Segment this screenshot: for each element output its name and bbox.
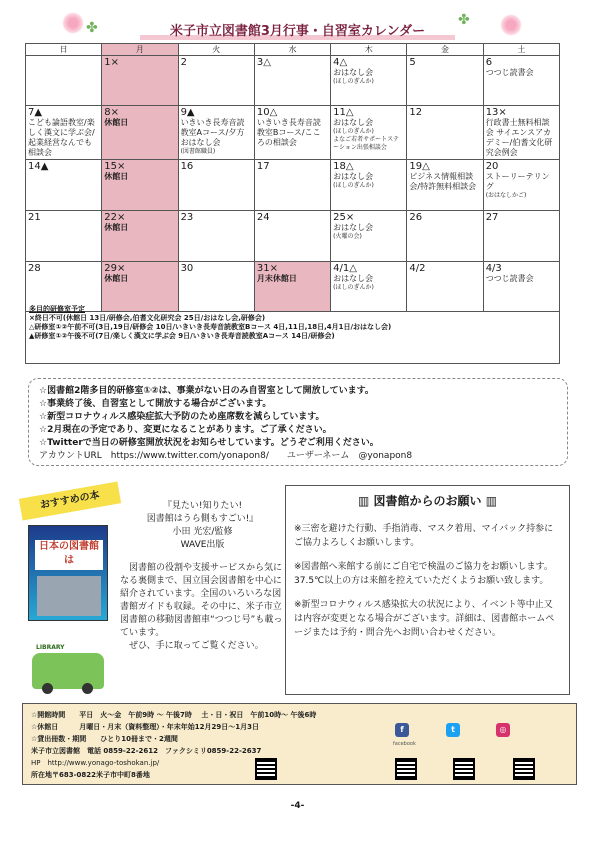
info-line: ☆Twitterで当日の研修室開放状況をお知らせしています。どうぞご利用ください。 xyxy=(39,438,379,448)
day-number: 4△ xyxy=(333,57,348,68)
page-number: -4- xyxy=(290,801,305,811)
calendar-day-cell xyxy=(102,106,178,160)
day-number: 8× xyxy=(104,107,120,118)
event-label: 行政書士無料相談会 サイエンスアカデミー/伯耆文化研究会例会 xyxy=(485,118,553,157)
day-number: 4/1△ xyxy=(333,263,357,274)
event-label: おはなし会 xyxy=(333,223,374,232)
calendar-day-cell xyxy=(407,211,483,262)
event-note: (ほしのぎんか) xyxy=(333,128,374,135)
day-number: 12 xyxy=(409,107,423,118)
address: 所在地〒683-0822米子市中町8番地 xyxy=(31,771,150,779)
notes-line: △研修室①②午前不可(3日,19日/研修会 10日/いきいき長寿音読教室Bコース 4日,11日,18日,4月1日/おはなし会) xyxy=(29,323,392,331)
calendar-day-cell xyxy=(331,106,407,160)
book-cover-image xyxy=(28,525,108,621)
request-paragraph: ※図書館へ来館する前にご自宅で検温のご協力をお願いします。37.5℃以上の方は来館を控えていただくようお願い致します。 xyxy=(294,562,553,586)
request-paragraph: ※新型コロナウィルス感染拡大の状況により、イベント等中止又は内容が変更となる場合がございます。詳細は、図書館ホームページまたは予約・問合先へお問い合わせください。 xyxy=(294,600,555,638)
day-number: 2 xyxy=(180,57,187,68)
book-editor: 小田 光宏/監修 xyxy=(172,527,233,537)
event-label: おはなし会 xyxy=(333,118,374,127)
qr-code-icon[interactable] xyxy=(453,758,475,780)
calendar-day-cell xyxy=(102,211,178,262)
qr-code-icon[interactable] xyxy=(395,758,417,780)
flower-decoration-icon xyxy=(500,14,522,36)
calendar-day-cell xyxy=(483,56,559,106)
calendar-day-cell xyxy=(331,211,407,262)
calendar-day-cell xyxy=(254,160,330,211)
wheel-icon xyxy=(82,683,93,694)
facebook-icon[interactable] xyxy=(395,723,409,737)
event-note: (図書館職員) xyxy=(180,148,216,155)
info-line: ☆事業終了後、自習室として開放する場合がございます。 xyxy=(39,399,272,409)
info-line: ☆図書館2階多目的研修室①②は、事業がない日のみ自習室として開放しています。 xyxy=(39,386,374,396)
day-number: 28 xyxy=(28,263,41,274)
weekday-header: 金 xyxy=(407,44,483,56)
day-number: 18△ xyxy=(333,161,354,172)
day-number: 14▲ xyxy=(28,161,49,172)
calendar-week-row xyxy=(26,106,560,160)
calendar-day-cell xyxy=(331,160,407,211)
info-line: ☆2月現在の予定であり、変更になることがあります。ご了承ください。 xyxy=(39,425,332,435)
calendar-day-cell xyxy=(331,56,407,106)
day-number: 7▲ xyxy=(28,107,43,118)
day-number: 3△ xyxy=(256,57,271,68)
calendar-week-row xyxy=(26,211,560,262)
book-cover-title: 日本の図書館は xyxy=(35,540,103,570)
day-number: 30 xyxy=(180,263,194,274)
recommended-book-text xyxy=(120,500,285,653)
facebook-glyph: f xyxy=(400,725,404,734)
calendar-day-cell xyxy=(254,106,330,160)
calendar-day-cell xyxy=(26,160,102,211)
day-number: 19△ xyxy=(409,161,430,172)
calendar-table xyxy=(25,43,560,312)
qr-code-icon[interactable] xyxy=(255,758,277,780)
calendar-week-row xyxy=(26,56,560,106)
event-note: (火曜の会) xyxy=(333,233,362,240)
calendar-day-cell xyxy=(102,160,178,211)
notes-line: ×終日不可(休館日 13日/研修会,伯耆文化研究会 25日/おはなし会,研修会) xyxy=(29,314,266,322)
book-title-line: 図書館はうら側もすごい!』 xyxy=(146,514,259,524)
weekday-header: 木 xyxy=(331,44,407,56)
calendar-day-cell xyxy=(26,106,102,160)
library-info-footer xyxy=(22,703,577,785)
day-number: 5 xyxy=(409,57,416,68)
weekday-header: 土 xyxy=(483,44,559,56)
event-label: つつじ読書会 xyxy=(485,274,534,283)
calendar-day-cell xyxy=(483,211,559,262)
day-number: 6 xyxy=(485,57,493,68)
event-note: よなご若者サポートステーション出張相談会 xyxy=(333,136,399,151)
day-number: 4/2 xyxy=(409,263,426,274)
book-icon: ▥ xyxy=(485,494,498,508)
flower-decoration-icon xyxy=(62,12,84,34)
book-icon: ▥ xyxy=(357,494,370,508)
event-label: こども論語教室/楽しく漢文に学ぶ会/起業経営なんでも相談会 xyxy=(28,118,95,157)
book-publisher: WAVE出版 xyxy=(180,540,225,550)
clover-icon: ✤ xyxy=(458,12,470,28)
event-label: おはなし会 xyxy=(333,68,374,77)
event-note: (ほしのぎんか) xyxy=(333,182,374,189)
calendar-header-row xyxy=(26,44,560,56)
event-label: いきいき長寿音読教室Aコース/夕方おはなし会 xyxy=(180,118,245,147)
instagram-icon[interactable] xyxy=(496,723,510,737)
day-number: 31× xyxy=(256,263,278,274)
request-title-text: 図書館からのお願い xyxy=(373,494,482,508)
day-number: 17 xyxy=(256,161,270,172)
day-number: 22× xyxy=(104,212,126,223)
day-number: 29× xyxy=(104,263,126,274)
book-description: 図書館の役割や支援サービスから気になる裏側まで、国立国会図書館を中心に紹介されています。全国のいろいろな図書館ガイドも収録。その中に、米子市立図書館の移動図書館車“つつじ号”も載っています。 ぜひ、手に取ってご覧ください。 xyxy=(120,563,283,651)
weekday-header: 水 xyxy=(254,44,330,56)
day-number: 21 xyxy=(28,212,41,223)
day-number: 23 xyxy=(180,212,194,223)
calendar-day-cell xyxy=(102,56,178,106)
room-schedule-notes xyxy=(25,303,560,364)
day-number: 13× xyxy=(485,107,507,118)
closed-label: 休館日 xyxy=(104,274,129,283)
event-note: (ほしのぎんか) xyxy=(333,284,374,291)
wheel-icon xyxy=(42,683,53,694)
calendar-day-cell xyxy=(407,106,483,160)
homepage-link[interactable]: HP http://www.yonago-toshokan.jp/ xyxy=(31,759,160,767)
closed-label: 休館日 xyxy=(104,118,129,127)
event-label: いきいき長寿音読教室Bコース/こころの相談会 xyxy=(256,118,321,147)
day-number: 11△ xyxy=(333,107,354,118)
day-number: 10△ xyxy=(256,107,278,118)
request-title xyxy=(294,494,561,508)
library-request-box xyxy=(285,485,570,695)
calendar-week-row xyxy=(26,160,560,211)
day-number: 24 xyxy=(256,212,270,223)
closed-days: ☆休館日 月曜日・月末（資料整理）・年末年始12月29日～1月3日 xyxy=(31,723,259,731)
instagram-glyph: ◎ xyxy=(499,725,507,734)
closed-label: 休館日 xyxy=(104,223,129,232)
calendar-day-cell xyxy=(26,211,102,262)
clover-icon: ✤ xyxy=(86,20,98,36)
facebook-caption: facebook xyxy=(393,741,416,747)
page-title: 米子市立図書館3月行事・自習室カレンダー xyxy=(120,20,475,42)
twitter-account-line: アカウントURL https://www.twitter.com/yonapon8/ ユーザーネーム @yonapon8 xyxy=(39,451,413,461)
event-label: ストーリーテリング xyxy=(485,172,550,191)
event-label: おはなし会 xyxy=(333,172,374,181)
event-note: (おはなしかご) xyxy=(485,192,527,199)
day-number: 20 xyxy=(485,161,499,172)
event-label: ビジネス情報相談会/特許無料相談会 xyxy=(409,172,477,191)
twitter-icon[interactable] xyxy=(446,723,460,737)
contact-phone: 米子市立図書館 電話 0859-22-2612 ファクシミリ0859-22-2637 xyxy=(31,747,262,755)
opening-hours: ☆開館時間 平日 火～金 午前9時 ～ 午後7時 土・日・祝日 午前10時～ 午後6時 xyxy=(31,711,317,719)
event-label: おはなし会 xyxy=(333,274,374,283)
calendar-day-cell xyxy=(254,56,330,106)
book-cover-photo xyxy=(37,576,101,616)
request-paragraph: ※三密を避けた行動、手指消毒、マスク着用、マイバック持参にご協力よろしくお願いします。 xyxy=(294,524,554,548)
calendar-day-cell xyxy=(26,56,102,106)
study-room-info xyxy=(28,378,568,466)
day-number: 9▲ xyxy=(180,107,195,118)
calendar-day-cell xyxy=(407,160,483,211)
day-number: 15× xyxy=(104,161,126,172)
calendar-day-cell xyxy=(178,211,254,262)
weekday-header: 日 xyxy=(26,44,102,56)
notes-line: ▲研修室①②午後不可(7日/楽しく漢文に学ぶ会 9日/いきいき長寿音読教室Aコース 14日/研修会) xyxy=(29,332,335,340)
calendar-day-cell xyxy=(407,56,483,106)
weekday-header: 月 xyxy=(102,44,178,56)
day-number: 1× xyxy=(104,57,120,68)
twitter-glyph: t xyxy=(451,725,455,734)
recommended-label: おすすめの本 xyxy=(19,481,121,520)
loan-limit: ☆貸出冊数・期間 ひとり10冊まで・2週間 xyxy=(31,735,178,743)
calendar-day-cell xyxy=(178,56,254,106)
day-number: 25× xyxy=(333,212,355,223)
day-number: 16 xyxy=(180,161,194,172)
calendar-day-cell xyxy=(178,160,254,211)
calendar-day-cell xyxy=(254,211,330,262)
recommended-book-section xyxy=(20,485,282,690)
notes-heading: 多目的研修室予定 xyxy=(29,305,85,313)
day-number: 27 xyxy=(485,212,499,223)
weekday-header: 火 xyxy=(178,44,254,56)
info-line: ☆新型コロナウィルス感染症拡大予防のため座席数を減らしています。 xyxy=(39,412,325,422)
event-label: つつじ読書会 xyxy=(485,68,534,77)
closed-label: 休館日 xyxy=(104,172,129,181)
library-bus-icon xyxy=(32,644,104,689)
calendar-day-cell xyxy=(483,106,559,160)
book-title-line: 『見たい!知りたい! xyxy=(162,501,243,511)
day-number: 4/3 xyxy=(485,263,502,274)
calendar-day-cell xyxy=(483,160,559,211)
event-note: (ほしのぎんか) xyxy=(333,78,374,85)
calendar-day-cell xyxy=(178,106,254,160)
bus-sign: LIBRARY xyxy=(36,644,65,651)
closed-label: 月末休館日 xyxy=(256,274,297,283)
qr-code-icon[interactable] xyxy=(513,758,535,780)
day-number: 26 xyxy=(409,212,423,223)
